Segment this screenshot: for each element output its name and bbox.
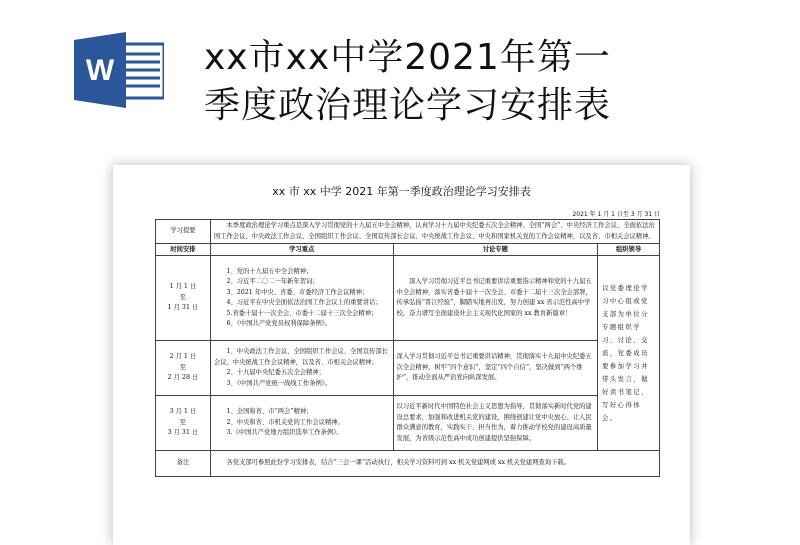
- note-text: 各党支部可参照此份学习安排表，结合“三会一课”活动执行，相关学习资料可到 xx 机关党建网或 xx 机关党建网查询下载。: [210, 451, 659, 477]
- header-leader: 组织领导: [598, 244, 660, 256]
- svg-text:W: W: [85, 54, 115, 87]
- schedule-table: [155, 219, 660, 477]
- page-title: [204, 34, 611, 130]
- header-topic: 讨论专题: [393, 244, 598, 256]
- time-cell: 3 月 1 日 至 3 月 31 日: [156, 396, 211, 451]
- date-range: 2021 年 1 月 1 日至 3 月 31 日: [572, 211, 660, 218]
- points-cell: 1、中央政法工作会议、全国组织工作会议、全国宣传部长会议、中央统战工作会议精神，以及省、市相关会议精神； 2、十九届中央纪委五次全会精神； 3、《中国共产党统一战线工作条例》。: [210, 341, 393, 396]
- table-row: [156, 341, 660, 396]
- note-row: [156, 451, 660, 477]
- header-points: 学习重点: [210, 244, 393, 256]
- points-cell: 1、全国和省、市“两会”精神； 2、中央和省、市机关党的工作会议精神。 3.《中国共产党地方组织选举工作条例》。: [210, 396, 393, 451]
- topic-cell: 深入学习贯彻习近平总书记重要讲话精神，贯彻落实十九届中央纪委五次全会精神，树牢“四个意识”，坚定“四个自信”，坚决做到“两个维护”，推动全面从严治党向纵深发展。: [393, 341, 598, 396]
- word-icon: [74, 32, 164, 108]
- header-row: [156, 244, 660, 256]
- intro-label: 学习提要: [156, 220, 211, 244]
- table-row: [156, 396, 660, 451]
- title-line-2: 季度政治理论学习安排表: [204, 85, 612, 126]
- time-cell: 2 月 1 日 至 2 月 28 日: [156, 341, 211, 396]
- document-page: [113, 165, 690, 545]
- note-label: 备注: [156, 451, 211, 477]
- topic-cell: 深入学习贯彻习近平总书记重要讲话重要指示精神和党的十九届五中全会精神，落实省委十届十一次全会、市委十二届十三次全会部署，传承弘扬“晋江经验”，脚踏实地再出发，努力创建 xx 省示范性高中学校，奋力谱写全面建设社会主义现代化国家的 xx 教育新篇章！: [393, 256, 598, 341]
- points-cell: 1、党的十九届五中全会精神； 2、习近平二〇二一年新年贺词； 3、2021 年中央、省委、市委经济工作会议精神； 4、习近平在中央全面依法治国工作会议上的重要讲话； 5.省委十届十一次全会、市委十二届十三次全会精神； 6、《中国共产党党员权利保障条例》。: [210, 256, 393, 341]
- header-time: 时间安排: [156, 244, 211, 256]
- topic-cell: 以习近平新时代中国特色社会主义思想为指导，贯彻落实新时代党的建设总要求，加强和改进机关党的建设，围绕创建让党中央放心、让人民群众满意的教育，实践实干、担当作为，着力推动学校党的建设高质量发展，为省级示范性高中成功创建提供坚强保障。: [393, 396, 598, 451]
- title-line-1: xx市xx中学2021年第一: [204, 37, 611, 78]
- document-title: xx 市 xx 中学 2021 年第一季度政治理论学习安排表: [272, 185, 531, 198]
- leader-cell: 以党委理论学习中心组或党支部为单位分专题组织学习、讨论、交流，党委成员要参加学习并带头发言，做好读书笔记，写好心得体会。: [598, 256, 660, 451]
- intro-row: [156, 220, 660, 244]
- table-row: [156, 256, 660, 341]
- time-cell: 1 月 1 日 至 1 月 31 日: [156, 256, 211, 341]
- intro-text: 本季度政治理论学习重点是深入学习贯彻党的十九届五中全会精神，认真学习十九届中央纪委五次全会精神、全国“两会”、中央经济工作会议、全面依法治国工作会议、中央政法工作会议、全国组织工作会议、全国宣传部长会议、中央统战工作会议、中央和国家机关党的工作会议精神，以及省、市相关会议精神。: [210, 220, 659, 244]
